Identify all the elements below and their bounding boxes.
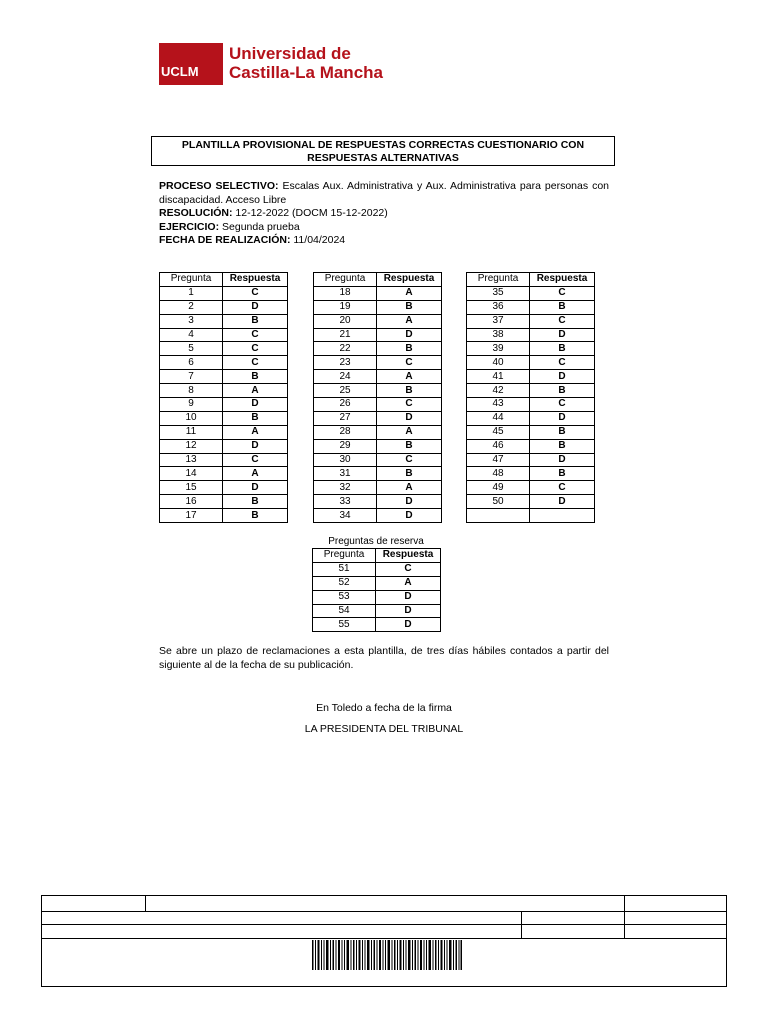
question-number: 21: [314, 328, 377, 342]
question-number: 6: [160, 356, 223, 370]
proceso-label: PROCESO SELECTIVO:: [159, 180, 279, 192]
barcode-icon: [312, 940, 462, 970]
meta-proceso: [159, 180, 609, 207]
answer-letter: B: [530, 384, 595, 398]
table-row: [314, 411, 442, 425]
column-header-pregunta: Pregunta: [467, 273, 530, 287]
table-row: [160, 286, 288, 300]
question-number: 7: [160, 370, 223, 384]
table-row: [314, 328, 442, 342]
table-row: [160, 314, 288, 328]
answer-letter: B: [377, 439, 442, 453]
question-number: 25: [314, 384, 377, 398]
signer-title: LA PRESIDENTA DEL TRIBUNAL: [304, 723, 464, 735]
table-row: [467, 467, 595, 481]
answer-letter: A: [377, 425, 442, 439]
answer-letter: C: [530, 314, 595, 328]
answer-letter: B: [377, 342, 442, 356]
university-name-line2: Castilla-La Mancha: [229, 63, 383, 82]
question-number: 32: [314, 481, 377, 495]
question-number: 54: [313, 604, 376, 618]
answer-letter: D: [377, 411, 442, 425]
answer-letter: D: [377, 328, 442, 342]
column-header-pregunta: Pregunta: [313, 549, 376, 563]
answer-letter: D: [530, 453, 595, 467]
table-row: [314, 509, 442, 523]
question-number: 12: [160, 439, 223, 453]
footer-divider: [521, 911, 522, 938]
question-number: 33: [314, 495, 377, 509]
footer-divider: [42, 938, 726, 939]
table-row: [160, 453, 288, 467]
ejercicio-value: Segunda prueba: [222, 220, 300, 233]
table-row: [467, 286, 595, 300]
table-row: [313, 590, 441, 604]
question-number: 45: [467, 425, 530, 439]
answer-letter: C: [530, 398, 595, 412]
answer-letter: C: [223, 286, 288, 300]
question-number: 30: [314, 453, 377, 467]
question-number: 11: [160, 425, 223, 439]
proceso-value: Escalas Aux. Administrativa y Aux. Administrativa para personas con discapacidad. Acceso Libre: [159, 180, 610, 206]
answer-letter: D: [530, 411, 595, 425]
table-row: [314, 300, 442, 314]
answer-letter: B: [377, 467, 442, 481]
question-number: 24: [314, 370, 377, 384]
answer-letter: B: [223, 370, 288, 384]
answer-letter: B: [223, 411, 288, 425]
column-header-respuesta: Respuesta: [530, 273, 595, 287]
question-number: 16: [160, 495, 223, 509]
table-row: [467, 328, 595, 342]
column-header-respuesta: Respuesta: [377, 273, 442, 287]
answer-letter: D: [530, 495, 595, 509]
question-number: 22: [314, 342, 377, 356]
table-row: [467, 453, 595, 467]
question-number: 19: [314, 300, 377, 314]
answer-letter: C: [530, 356, 595, 370]
answer-letter: D: [377, 509, 442, 523]
question-number: 37: [467, 314, 530, 328]
question-number: 17: [160, 509, 223, 523]
answer-letter: A: [377, 370, 442, 384]
table-row: [314, 384, 442, 398]
table-row: [313, 618, 441, 632]
answer-letter: C: [223, 328, 288, 342]
answer-letter: D: [376, 604, 441, 618]
table-row: [160, 495, 288, 509]
table-row: [160, 300, 288, 314]
logo-word: UCLM: [161, 64, 199, 79]
electronic-signature-box: [41, 895, 727, 987]
table-row: [313, 562, 441, 576]
table-row: [160, 439, 288, 453]
claims-notice: Se abre un plazo de reclamaciones a esta plantilla, de tres días hábiles contados a partir del siguiente al de la fecha de su publicación.: [159, 645, 609, 671]
question-number: 48: [467, 467, 530, 481]
question-number: [467, 509, 530, 523]
column-header-respuesta: Respuesta: [223, 273, 288, 287]
answers-table-1: [159, 272, 288, 523]
answer-letter: B: [530, 342, 595, 356]
question-number: 14: [160, 467, 223, 481]
answer-letter: C: [223, 342, 288, 356]
question-number: 23: [314, 356, 377, 370]
table-row: [160, 411, 288, 425]
ejercicio-label: EJERCICIO:: [159, 220, 220, 233]
fecha-value: 11/04/2024: [293, 234, 346, 247]
table-row: [314, 467, 442, 481]
table-row: [160, 342, 288, 356]
table-row: [160, 370, 288, 384]
table-row: [160, 509, 288, 523]
meta-ejercicio: [159, 221, 609, 235]
answer-letter: D: [223, 398, 288, 412]
answer-letter: B: [530, 425, 595, 439]
table-row: [467, 342, 595, 356]
table-row: [313, 576, 441, 590]
table-row: [467, 370, 595, 384]
question-number: 1: [160, 286, 223, 300]
question-number: 44: [467, 411, 530, 425]
question-number: 4: [160, 328, 223, 342]
answer-letter: B: [530, 300, 595, 314]
fecha-label: FECHA DE REALIZACIÓN:: [159, 234, 291, 247]
meta-resolucion: [159, 207, 609, 221]
answer-letter: D: [377, 495, 442, 509]
answer-letter: B: [377, 300, 442, 314]
question-number: 18: [314, 286, 377, 300]
table-row: [160, 384, 288, 398]
table-row: [313, 604, 441, 618]
question-number: 10: [160, 411, 223, 425]
question-number: 27: [314, 411, 377, 425]
table-row: [467, 425, 595, 439]
question-number: 28: [314, 425, 377, 439]
answer-letter: B: [223, 495, 288, 509]
answer-letter: D: [530, 328, 595, 342]
answer-letter: B: [223, 314, 288, 328]
table-row: [467, 495, 595, 509]
table-row: [160, 398, 288, 412]
answer-letter: C: [377, 398, 442, 412]
table-row: [314, 439, 442, 453]
question-number: 41: [467, 370, 530, 384]
question-number: 5: [160, 342, 223, 356]
place-date: En Toledo a fecha de la firma: [316, 702, 452, 714]
answer-letter: A: [377, 481, 442, 495]
answer-letter: D: [376, 590, 441, 604]
answer-letter: B: [530, 439, 595, 453]
question-number: 9: [160, 398, 223, 412]
table-row: [160, 328, 288, 342]
table-row: [314, 425, 442, 439]
table-row: [314, 342, 442, 356]
question-number: 51: [313, 562, 376, 576]
reserve-table: [312, 548, 441, 632]
answer-letter: A: [223, 425, 288, 439]
table-row: [467, 300, 595, 314]
question-number: 31: [314, 467, 377, 481]
answer-letter: C: [377, 453, 442, 467]
question-number: 36: [467, 300, 530, 314]
table-row: [314, 398, 442, 412]
question-number: 39: [467, 342, 530, 356]
table-row: [467, 481, 595, 495]
question-number: 40: [467, 356, 530, 370]
question-number: 35: [467, 286, 530, 300]
answer-letter: B: [530, 467, 595, 481]
table-row: [467, 398, 595, 412]
question-number: 34: [314, 509, 377, 523]
table-row: [314, 481, 442, 495]
table-row: [314, 495, 442, 509]
table-row: [467, 356, 595, 370]
table-row: [314, 356, 442, 370]
question-number: 50: [467, 495, 530, 509]
answer-letter: B: [223, 509, 288, 523]
answer-letter: D: [530, 370, 595, 384]
answer-letter: A: [377, 314, 442, 328]
question-number: 43: [467, 398, 530, 412]
table-row: [467, 384, 595, 398]
question-number: 55: [313, 618, 376, 632]
table-row: [160, 425, 288, 439]
answer-letter: C: [530, 481, 595, 495]
question-number: 26: [314, 398, 377, 412]
table-row: [467, 411, 595, 425]
footer-divider: [624, 896, 625, 938]
question-number: 47: [467, 453, 530, 467]
question-number: 8: [160, 384, 223, 398]
answer-letter: A: [223, 384, 288, 398]
answer-letter: C: [223, 356, 288, 370]
table-row: [314, 286, 442, 300]
question-number: 38: [467, 328, 530, 342]
table-row: [160, 467, 288, 481]
table-row: [160, 481, 288, 495]
question-number: 15: [160, 481, 223, 495]
answer-letter: A: [377, 286, 442, 300]
table-row: [160, 356, 288, 370]
answer-letter: D: [376, 618, 441, 632]
question-number: 46: [467, 439, 530, 453]
question-number: 2: [160, 300, 223, 314]
question-number: 13: [160, 453, 223, 467]
document-meta: [159, 180, 609, 248]
answer-letter: [530, 509, 595, 523]
answer-letter: D: [223, 481, 288, 495]
footer-divider: [145, 896, 146, 911]
table-row: [467, 439, 595, 453]
question-number: 3: [160, 314, 223, 328]
table-row: [314, 453, 442, 467]
question-number: 29: [314, 439, 377, 453]
meta-fecha: [159, 234, 609, 248]
document-title: PLANTILLA PROVISIONAL DE RESPUESTAS CORRECTAS CUESTIONARIO CON RESPUESTAS ALTERNATIVAS: [151, 136, 615, 166]
resolucion-label: RESOLUCIÓN:: [159, 207, 233, 220]
table-row: [467, 314, 595, 328]
column-header-respuesta: Respuesta: [376, 549, 441, 563]
answer-letter: C: [530, 286, 595, 300]
question-number: 49: [467, 481, 530, 495]
answer-letter: C: [223, 453, 288, 467]
answers-table-2: [313, 272, 442, 523]
answer-letter: C: [377, 356, 442, 370]
question-number: 42: [467, 384, 530, 398]
answer-letter: D: [223, 439, 288, 453]
answer-letter: B: [377, 384, 442, 398]
answer-letter: A: [376, 576, 441, 590]
question-number: 53: [313, 590, 376, 604]
column-header-pregunta: Pregunta: [314, 273, 377, 287]
university-logo: [159, 43, 383, 85]
reserve-caption: Preguntas de reserva: [328, 536, 424, 547]
university-name: [229, 43, 383, 82]
uclm-logo-mark: [159, 43, 223, 85]
answer-letter: A: [223, 467, 288, 481]
university-name-line1: Universidad de: [229, 44, 351, 63]
answer-letter: C: [376, 562, 441, 576]
question-number: 20: [314, 314, 377, 328]
table-row: [314, 314, 442, 328]
answers-table-3: [466, 272, 595, 523]
answer-letter: D: [223, 300, 288, 314]
table-row: [467, 509, 595, 523]
column-header-pregunta: Pregunta: [160, 273, 223, 287]
resolucion-value: 12-12-2022 (DOCM 15-12-2022): [235, 207, 388, 220]
table-row: [314, 370, 442, 384]
question-number: 52: [313, 576, 376, 590]
